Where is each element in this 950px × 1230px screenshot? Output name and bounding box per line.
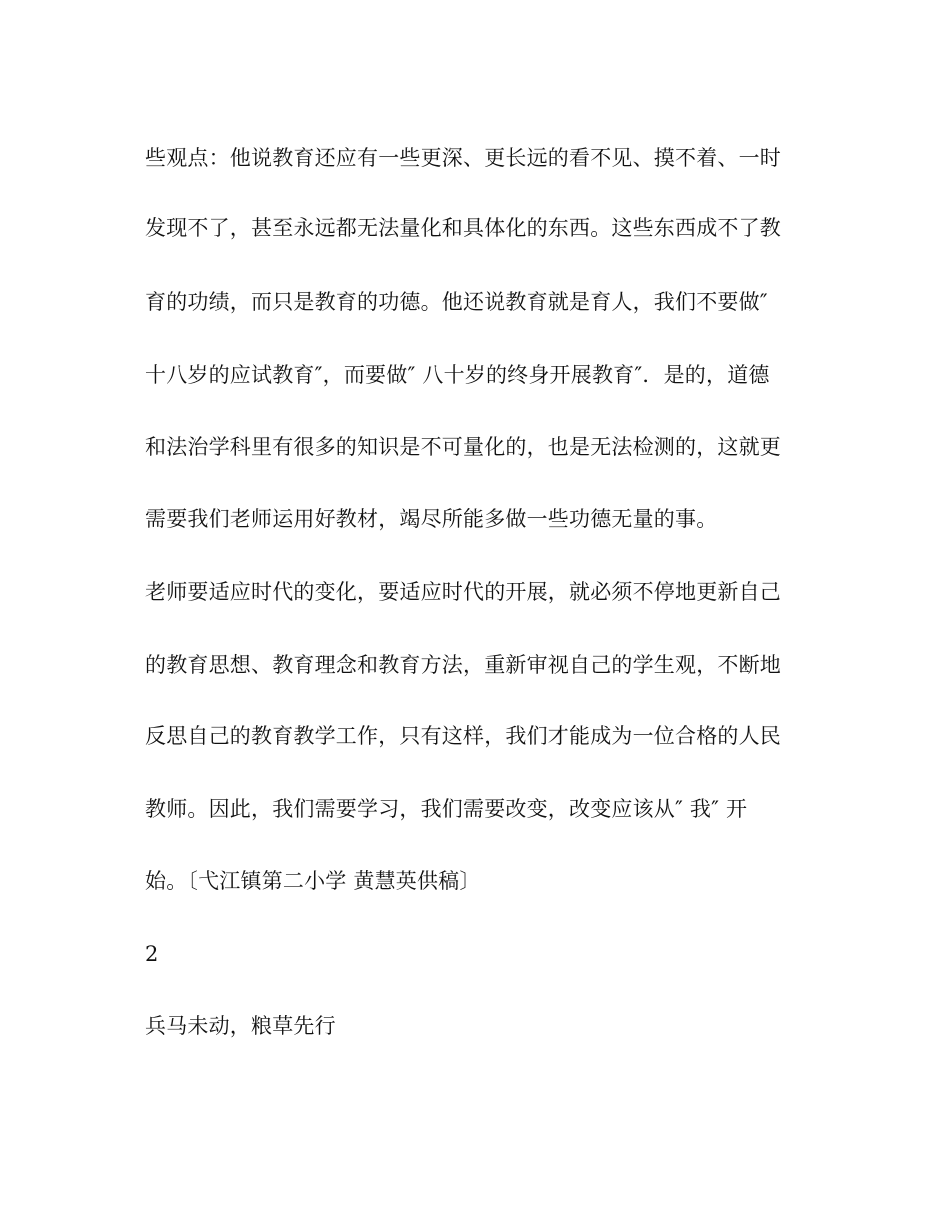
paragraph-1-line-2: 发现不了，甚至永远都无法量化和具体化的东西。这些东西成不了教 — [145, 216, 781, 240]
paragraph-1-line-4: 十八岁的应试教育″，而要做″ 八十岁的终身开展教育″．是的，道德 — [145, 363, 770, 387]
paragraph-1-line-5: 和法治学科里有很多的知识是不可量化的，也是无法检测的，这就更 — [145, 435, 781, 459]
paragraph-2-line-3: 反思自己的教育教学工作，只有这样，我们才能成为一位合格的人民 — [145, 724, 781, 748]
paragraph-1-line-3: 育的功绩，而只是教育的功德。他还说教育就是育人，我们不要做″ — [145, 290, 768, 314]
section-title: 兵马未动，粮草先行 — [145, 1014, 336, 1038]
paragraph-2-line-2: 的教育思想、教育理念和教育方法，重新审视自己的学生观，不断地 — [145, 653, 781, 677]
paragraph-2-line-4: 教师。因此，我们需要学习，我们需要改变，改变应该从″ 我″ 开 — [145, 797, 748, 821]
paragraph-1-line-1: 些观点：他说教育还应有一些更深、更长远的看不见、摸不着、一时 — [145, 146, 781, 170]
paragraph-1-line-6: 需要我们老师运用好教材，竭尽所能多做一些功德无量的事。 — [145, 507, 718, 531]
paragraph-2-line-1: 老师要适应时代的变化，要适应时代的开展，就必须不停地更新自己 — [145, 580, 781, 604]
section-number: 2 — [145, 942, 159, 966]
paragraph-2-line-5: 始。〔弋江镇第二小学 黄慧英供稿〕 — [145, 869, 481, 893]
